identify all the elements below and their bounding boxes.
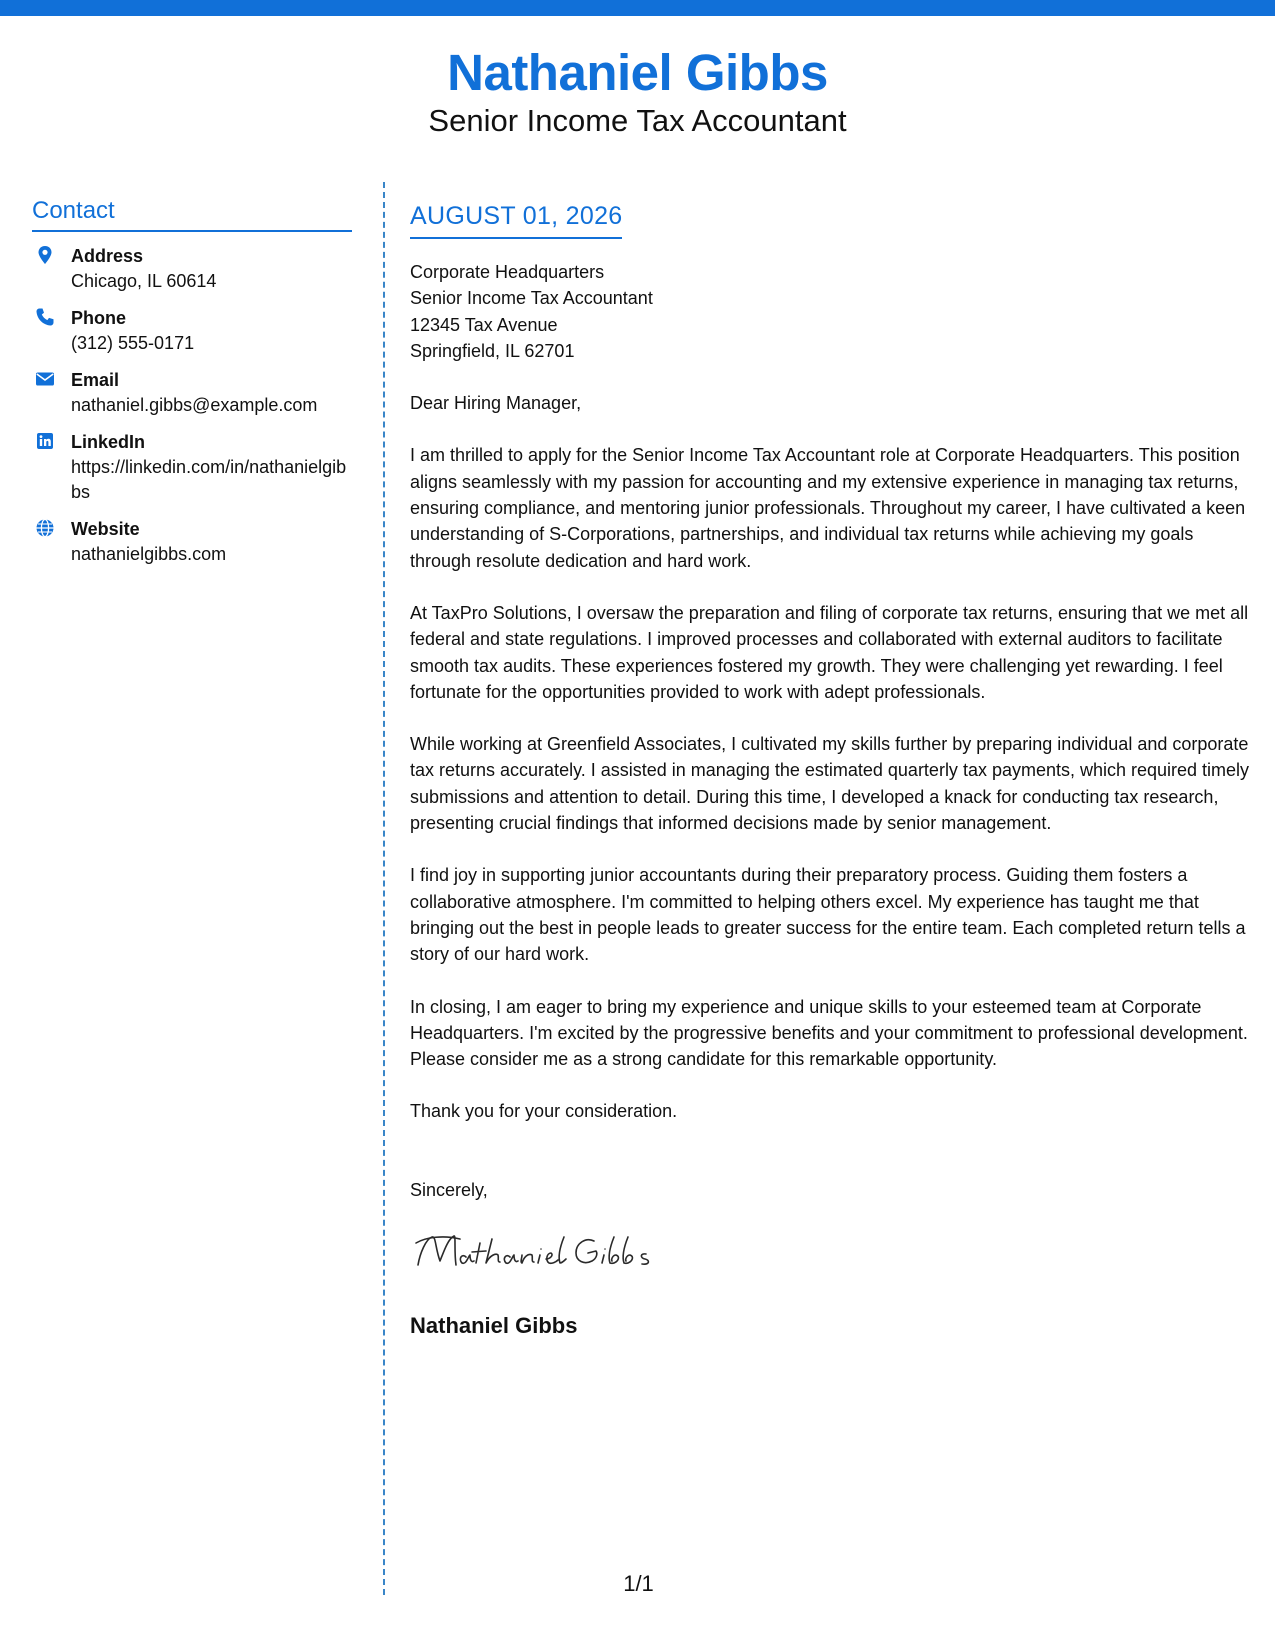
linkedin-value[interactable]: https://linkedin.com/in/nathanielgibbs [71,457,347,502]
applicant-title: Senior Income Tax Accountant [428,103,847,138]
body-paragraph: I am thrilled to apply for the Senior Income Tax Accountant role at Corporate Headquarters. This position aligns seamlessly with my passion for accounting and my extensive experience in managing tax returns, ensuring compliance, and mentoring junior professionals. Throughout my career, I have cultivated a keen understanding of S-Corporations, partnerships, and individual tax returns while achieving my goals through resolute dedication and hard work. [410,445,1246,571]
email-value: nathaniel.gibbs@example.com [71,395,318,415]
contact-sidebar [32,196,352,579]
address-label: Address [71,246,144,266]
column-divider [383,182,385,1595]
body-paragraph: At TaxPro Solutions, I oversaw the preparation and filing of corporate tax returns, ensuring that we met all federal and state regulations. I improved processes and collaborated with external auditors to facilitate smooth tax audits. These experiences fostered my growth. They were challenging yet rewarding. I feel fortunate for the opportunities provided to work with adept professionals. [410,602,1249,702]
recipient-block [410,259,1250,364]
contact-item-website [32,517,352,567]
phone-icon [35,307,55,327]
globe-icon [35,518,55,538]
envelope-icon [35,369,55,389]
letter-body [410,199,1250,1340]
recipient-line: Springfield, IL 62701 [410,340,575,361]
applicant-name: Nathaniel Gibbs [447,44,828,101]
contact-item-phone [32,306,352,356]
greeting: Dear Hiring Manager, [410,393,582,414]
contact-list [32,244,352,567]
recipient-line: Senior Income Tax Accountant [410,288,653,309]
recipient-line: Corporate Headquarters [410,262,605,282]
letter-date: AUGUST 01, 2026 [410,199,622,239]
closing-salutation: Sincerely, [410,1179,488,1200]
recipient-line: 12345 Tax Avenue [410,314,558,335]
email-label: Email [71,370,120,390]
linkedin-icon [35,431,55,451]
website-value[interactable]: nathanielgibbs.com [71,544,227,564]
contact-heading: Contact [32,196,352,232]
letter-header [0,42,1275,140]
top-accent-bar [0,0,1275,16]
body-paragraph: In closing, I am eager to bring my experience and unique skills to your esteemed team at Corporate Headquarters. I'm excited by the progressive benefits and your commitment to professional development. Please consider me as a strong candidate for this remarkable opportunity. [410,996,1248,1070]
contact-item-linkedin [32,430,352,505]
signed-name: Nathaniel Gibbs [410,1313,578,1339]
handwritten-signature [410,1227,670,1277]
page-number: 1/1 [623,1571,654,1596]
map-pin-icon [35,245,55,265]
contact-item-address [32,244,352,294]
phone-label: Phone [71,308,127,328]
website-label: Website [71,519,140,539]
body-paragraph: Thank you for your consideration. [410,1101,678,1122]
body-paragraph: I find joy in supporting junior accountants during their preparatory process. Guiding them fosters a collaborative atmosphere. I'm committed to helping others excel. My experience has taught me that bringing out the best in people leads to greater success for the entire team. Each completed return tells a story of our hard work. [410,865,1246,965]
phone-value: (312) 555-0171 [71,333,195,353]
body-paragraph: While working at Greenfield Associates, I cultivated my skills further by preparing individual and corporate tax returns accurately. I assisted in managing the estimated quarterly tax payments, which required timely submissions and attention to detail. During this time, I developed a knack for conducting tax research, presenting crucial findings that informed decisions made by senior management. [410,734,1250,834]
address-value: Chicago, IL 60614 [71,271,217,291]
linkedin-label: LinkedIn [71,432,146,452]
contact-item-email [32,368,352,418]
